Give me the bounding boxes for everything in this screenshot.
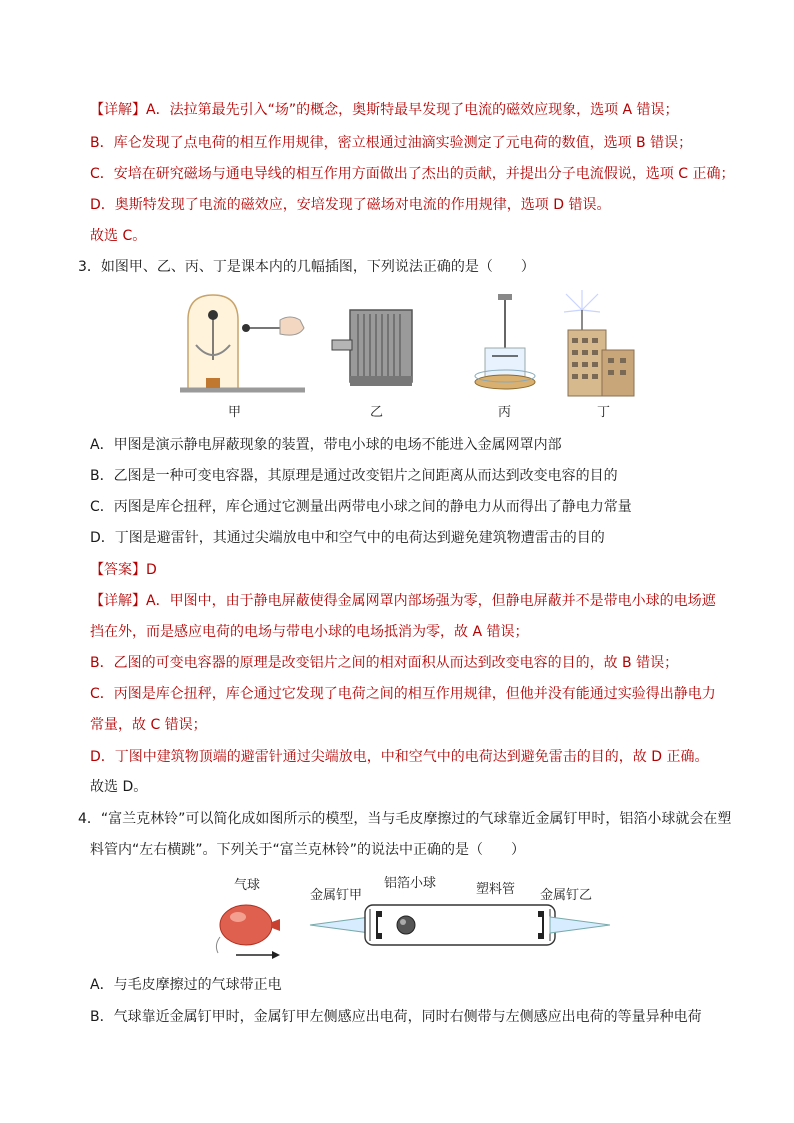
q3-detail-line-5: 常量，故 C 错误； bbox=[90, 717, 207, 733]
label-nail-b: 金属钉乙 bbox=[540, 888, 593, 903]
q2-detail-line-4: D．奥斯特发现了电流的磁效应，安培发现了磁场对电流的作用规律，选项 D 错误。 bbox=[90, 197, 611, 213]
q2-conclusion: 故选 C。 bbox=[90, 228, 147, 244]
figure-jia-electrostatic-shield bbox=[180, 290, 310, 400]
q4-option-b: B．气球靠近金属钉甲时，金属钉甲左侧感应出电荷，同时右侧带与左侧感应出电荷的等量异种电荷 bbox=[90, 1009, 702, 1025]
figure-yi-variable-capacitor bbox=[328, 292, 428, 392]
figure-bing-torsion-balance bbox=[470, 290, 540, 398]
figure-franklin-bell bbox=[210, 895, 610, 965]
q4-option-a: A．与毛皮摩擦过的气球带正电 bbox=[90, 977, 282, 993]
q3-option-c: C．丙图是库仑扭秤，库仑通过它测量出两带电小球之间的静电力从而得出了静电力常量 bbox=[90, 499, 632, 515]
label-balloon: 气球 bbox=[234, 878, 261, 893]
q2-detail-line-2: B．库仑发现了点电荷的相互作用规律，密立根通过油滴实验测定了元电荷的数值，选项 B 错误； bbox=[90, 135, 693, 151]
label-nail-a: 金属钉甲 bbox=[310, 888, 363, 903]
q3-conclusion: 故选 D。 bbox=[90, 779, 148, 795]
q4-stem-line-1: 4．“富兰克林铃”可以简化成如图所示的模型，当与毛皮摩擦过的气球靠近金属钉甲时，铝箔小球就会在塑 bbox=[78, 811, 732, 827]
figure-label-ding: 丁 bbox=[597, 405, 611, 420]
figure-label-bing: 丙 bbox=[498, 405, 512, 420]
label-foil-ball: 铝箔小球 bbox=[384, 876, 437, 891]
q4-stem-line-2: 料管内“左右横跳”。下列关于“富兰克林铃”的说法中正确的是（ ） bbox=[90, 842, 526, 858]
q3-detail-line-4: C．丙图是库仑扭秤，库仑通过它发现了电荷之间的相互作用规律，但他并没有能通过实验得出静电力 bbox=[90, 686, 716, 702]
q3-detail-line-3: B．乙图的可变电容器的原理是改变铝片之间的相对面积从而达到改变电容的目的，故 B 错误； bbox=[90, 655, 679, 671]
figure-label-yi: 乙 bbox=[370, 405, 384, 420]
q3-detail-line-2: 挡在外，而是感应电荷的电场与带电小球的电场抵消为零，故 A 错误； bbox=[90, 624, 529, 640]
q3-detail-line-6: D．丁图中建筑物顶端的避雷针通过尖端放电，中和空气中的电荷达到避免雷击的目的，故 D 正确。 bbox=[90, 749, 709, 765]
q3-answer: 【答案】D bbox=[90, 562, 157, 578]
q2-detail-line-1: 【详解】A．法拉第最先引入“场”的概念，奥斯特最早发现了电流的磁效应现象，选项 A 错误； bbox=[90, 102, 679, 118]
figure-ding-lightning-rod bbox=[562, 290, 642, 400]
q2-detail-line-3: C．安培在研究磁场与通电导线的相互作用方面做出了杰出的贡献，并提出分子电流假说，选项 C 正确； bbox=[90, 166, 735, 182]
figure-label-jia: 甲 bbox=[228, 405, 242, 420]
q3-option-b: B．乙图是一种可变电容器，其原理是通过改变铝片之间距离从而达到改变电容的目的 bbox=[90, 468, 618, 484]
q3-detail-line-1: 【详解】A．甲图中，由于静电屏蔽使得金属网罩内部场强为零，但静电屏蔽并不是带电小球的电场遮 bbox=[90, 593, 716, 609]
q3-option-a: A．甲图是演示静电屏蔽现象的装置，带电小球的电场不能进入金属网罩内部 bbox=[90, 437, 562, 453]
label-tube: 塑料管 bbox=[476, 882, 516, 897]
q3-option-d: D．丁图是避雷针，其通过尖端放电中和空气中的电荷达到避免建筑物遭雷击的目的 bbox=[90, 530, 605, 546]
q3-stem: 3．如图甲、乙、丙、丁是课本内的几幅插图，下列说法正确的是（ ） bbox=[78, 259, 535, 275]
